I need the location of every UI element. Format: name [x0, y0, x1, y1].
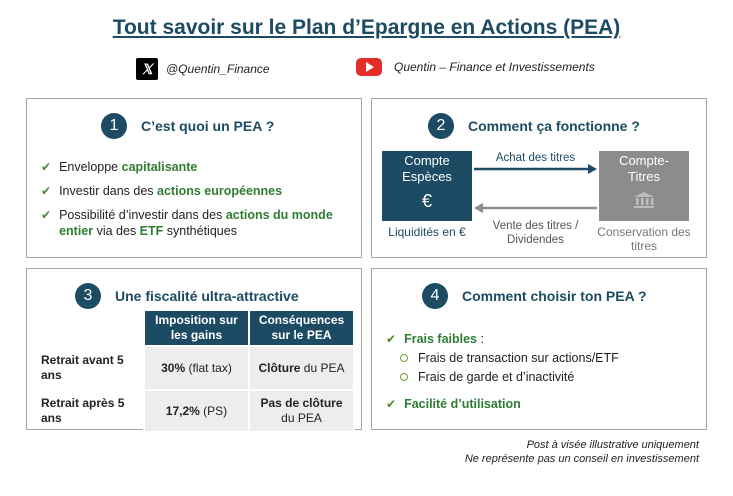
- section-4-number: 4: [422, 283, 448, 309]
- list-item: ✔ Enveloppe capitalisante: [41, 160, 198, 174]
- section-1-title: C’est quoi un PEA ?: [141, 118, 275, 134]
- consequence-cell: Clôture du PEA: [249, 346, 354, 390]
- sub-item: Frais de transaction sur actions/ETF: [400, 351, 619, 365]
- buy-arrow-label: Achat des titres: [495, 152, 576, 164]
- x-logo-icon: 𝕏: [136, 58, 158, 80]
- sell-arrow-label: Vente des titres / Dividendes: [492, 220, 579, 246]
- cash-account-label: Compte Espèces: [402, 153, 452, 184]
- securities-account-box: [599, 151, 689, 221]
- section-how-it-works: [371, 98, 707, 258]
- page-title: Tout savoir sur le Plan d’Epargne en Actions (PEA): [112, 16, 621, 39]
- tax-cell: 17,2% (PS): [144, 390, 249, 432]
- sell-arrow: [472, 202, 599, 214]
- list-item: ✔ Facilité d’utilisation: [386, 397, 521, 411]
- row-label: Retrait après 5 ans: [41, 396, 125, 425]
- header-tax: Imposition sur les gains: [144, 310, 249, 346]
- section-what-is-pea: [26, 98, 362, 258]
- section-2-header: [428, 113, 640, 139]
- section-taxation: [26, 268, 362, 430]
- check-icon: ✔: [41, 160, 52, 174]
- bank-icon: [633, 191, 655, 209]
- euro-icon: €: [421, 191, 432, 211]
- section-4-header: [422, 283, 647, 309]
- list-item: ✔ Possibilité d’investir dans des actions du monde entier via des ETF synthétiques: [41, 208, 333, 238]
- tax-table: [37, 309, 355, 433]
- section-3-header: [75, 283, 299, 309]
- section-3-title: Une fiscalité ultra-attractive: [115, 288, 299, 304]
- table-row: [37, 346, 354, 390]
- bullet-icon: [400, 373, 408, 381]
- section-1-number: 1: [101, 113, 127, 139]
- check-icon: ✔: [386, 397, 397, 411]
- tax-cell: 30% (flat tax): [144, 346, 249, 390]
- section-4-title: Comment choisir ton PEA ?: [462, 288, 647, 304]
- youtube-account: [356, 58, 595, 76]
- section-1-header: [101, 113, 274, 139]
- youtube-logo-icon: [356, 58, 382, 76]
- x-account: [136, 58, 270, 80]
- consequence-cell: Pas de clôture du PEA: [249, 390, 354, 432]
- row-label: Retrait avant 5 ans: [41, 353, 124, 382]
- section-2-number: 2: [428, 113, 454, 139]
- check-icon: ✔: [41, 184, 52, 198]
- section-choose-pea: [371, 268, 707, 430]
- x-handle: @Quentin_Finance: [166, 62, 270, 76]
- buy-arrow: [472, 163, 599, 175]
- table-header-row: [37, 310, 354, 346]
- check-icon: ✔: [386, 332, 397, 346]
- cash-caption: Liquidités en €: [388, 225, 466, 239]
- youtube-channel: Quentin – Finance et Investissements: [394, 60, 595, 74]
- section-2-title: Comment ça fonctionne ?: [468, 118, 640, 134]
- check-icon: ✔: [41, 208, 52, 222]
- securities-caption: Conservation des titres: [597, 225, 691, 253]
- cash-account-box: [382, 151, 472, 221]
- sub-item: Frais de garde et d’inactivité: [400, 370, 574, 384]
- bullet-icon: [400, 354, 408, 362]
- section-3-number: 3: [75, 283, 101, 309]
- list-item: ✔ Frais faibles :: [386, 332, 484, 346]
- disclaimer: Post à visée illustrative uniquement Ne représente pas un conseil en investissement: [464, 439, 699, 465]
- securities-account-label: Compte-Titres: [619, 153, 669, 184]
- header-consequences: Conséquences sur le PEA: [249, 310, 354, 346]
- table-row: [37, 390, 354, 432]
- list-item: ✔ Investir dans des actions européennes: [41, 184, 283, 198]
